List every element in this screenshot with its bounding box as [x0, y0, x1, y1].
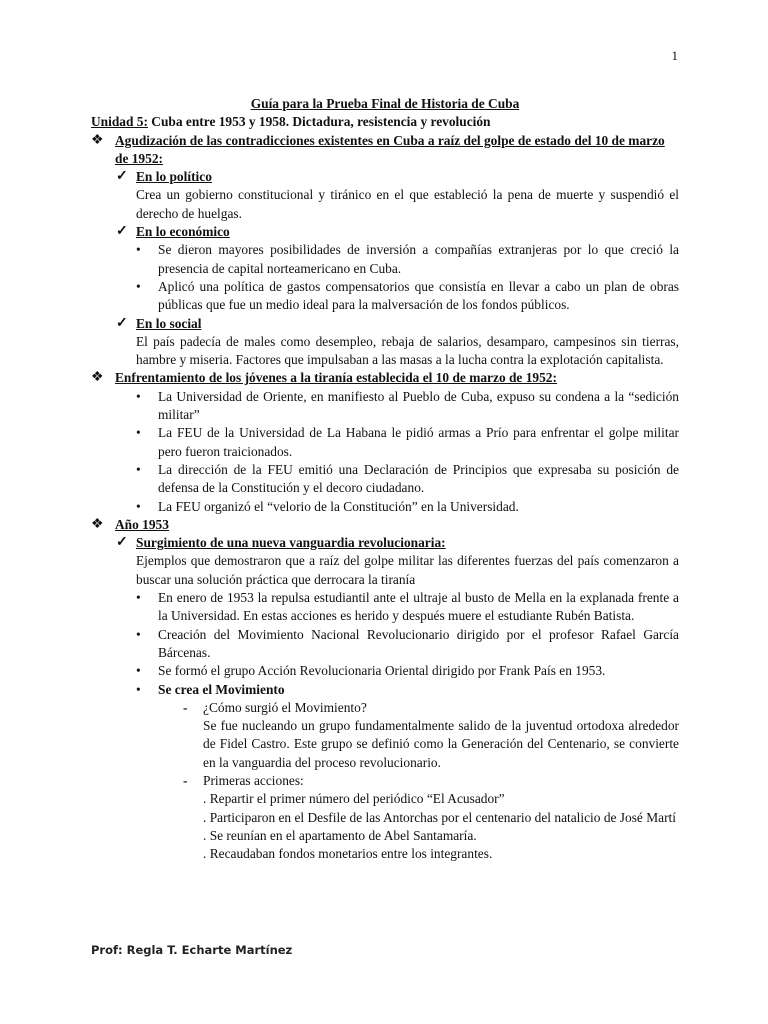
checkmark-icon: ✓	[116, 535, 128, 551]
bullet-icon: •	[136, 590, 141, 606]
bullet-icon: •	[136, 278, 141, 294]
action-line: . Participaron en el Desfile de las Antorchas por el centenario del natalicio de José Martí	[203, 809, 676, 825]
bullet-icon: •	[136, 242, 141, 258]
section-heading-enfrentamiento: ❖ Enfrentamiento de los jóvenes a la tiranía establecida el 10 de marzo de 1952:	[91, 369, 679, 387]
bullet-icon: •	[136, 461, 141, 477]
bullet-icon: •	[136, 663, 141, 679]
list-item: • La FEU organizó el “velorio de la Constitución” en la Universidad.	[91, 498, 679, 516]
diamond-bullet-icon: ❖	[91, 516, 104, 532]
diamond-bullet-icon: ❖	[91, 370, 104, 386]
unit-label: Unidad 5:	[91, 114, 148, 130]
unit-heading	[91, 113, 679, 131]
paragraph-como-surgio: Se fue nucleando un grupo fundamentalmente salido de la juventud ortodoxa alrededor de Fidel Castro. Este grupo se definió como la Generación del Centenario, se convierte en la vanguardia del proceso revolucionario.	[203, 718, 679, 770]
list-item: • Se formó el grupo Acción Revolucionaria Oriental dirigido por Frank País en 1953.	[91, 662, 679, 680]
dash-item-primeras-acciones: - Primeras acciones:	[91, 772, 679, 790]
list-item: • La Universidad de Oriente, en manifiesto al Pueblo de Cuba, expuso su condena a la “sedición militar”	[136, 388, 679, 423]
checkmark-icon: ✓	[116, 315, 128, 331]
section-heading-ano-1953: ❖ Año 1953	[91, 516, 679, 534]
unit-text: Cuba entre 1953 y 1958. Dictadura, resistencia y revolución	[147, 114, 491, 130]
list-item-movimiento: • Se crea el Movimiento	[91, 681, 679, 699]
subsection-politico: ✓ En lo político	[91, 168, 679, 186]
bullet-icon: •	[136, 425, 141, 441]
subsection-social: ✓ En lo social	[91, 315, 679, 333]
checkmark-icon: ✓	[116, 169, 128, 185]
dash-item-como-surgio: - ¿Cómo surgió el Movimiento?	[91, 699, 679, 717]
subsection-economico: ✓ En lo económico	[91, 223, 679, 241]
document-body	[91, 95, 679, 863]
paragraph-politico: Crea un gobierno constitucional y tiránico en el que estableció la pena de muerte y suspendió el derecho de huelgas.	[136, 187, 679, 221]
subsection-vanguardia: ✓ Surgimiento de una nueva vanguardia revolucionaria:	[91, 534, 679, 552]
list-item: • En enero de 1953 la repulsa estudiantil ante el ultraje al busto de Mella en la explanada frente a la Universidad. En estas acciones es herido y después muere el estudiante Rubén Batista.	[136, 590, 679, 624]
dash-icon: -	[183, 772, 188, 788]
list-item: • La FEU de la Universidad de La Habana le pidió armas a Prío para enfrentar el golpe militar pero fueron traicionados.	[136, 425, 679, 459]
list-item: • Se dieron mayores posibilidades de inversión a compañías extranjeras por lo que creció la presencia de capital norteamericano en Cuba.	[136, 242, 679, 276]
bullet-icon: •	[136, 681, 141, 697]
list-item: • La dirección de la FEU emitió una Declaración de Principios que expresaba su posición de defensa de la Constitución y el decoro ciudadano.	[136, 461, 679, 496]
dash-icon: -	[183, 699, 188, 715]
bullet-icon: •	[136, 498, 141, 514]
paragraph-vanguardia: Ejemplos que demostraron que a raíz del golpe militar las diferentes fuerzas del país comenzaron a buscar una solución práctica que derrocara la tiranía	[136, 553, 679, 587]
bullet-icon: •	[136, 388, 141, 404]
page-number: 1	[671, 48, 678, 63]
footer-author: Prof: Regla T. Echarte Martínez	[91, 943, 293, 957]
action-line: . Recaudaban fondos monetarios entre los integrantes.	[203, 846, 493, 862]
checkmark-icon: ✓	[116, 224, 128, 240]
diamond-bullet-icon: ❖	[91, 132, 104, 148]
bullet-icon: •	[136, 626, 141, 642]
action-line: . Repartir el primer número del periódico “El Acusador”	[203, 791, 505, 807]
list-item: • Creación del Movimiento Nacional Revolucionario dirigido por el profesor Rafael García Bárcenas.	[136, 626, 679, 660]
paragraph-social: El país padecía de males como desempleo, rebaja de salarios, desamparo, campesinos sin tierras, hambre y miseria. Factores que impulsaban a las masas a la lucha contra la explotación capitalista.	[136, 333, 679, 368]
action-line: . Se reunían en el apartamento de Abel Santamaría.	[203, 827, 477, 843]
list-item: • Aplicó una política de gastos compensatorios que consistía en llevar a cabo un plan de obras públicas que fue un medio ideal para la malversación de los fondos públicos.	[136, 278, 679, 313]
document-title: Guía para la Prueba Final de Historia de Cuba	[250, 96, 520, 111]
section-heading-contradicciones: ❖ Agudización de las contradicciones existentes en Cuba a raíz del golpe de estado del 10 de marzo de 1952:	[91, 132, 665, 166]
